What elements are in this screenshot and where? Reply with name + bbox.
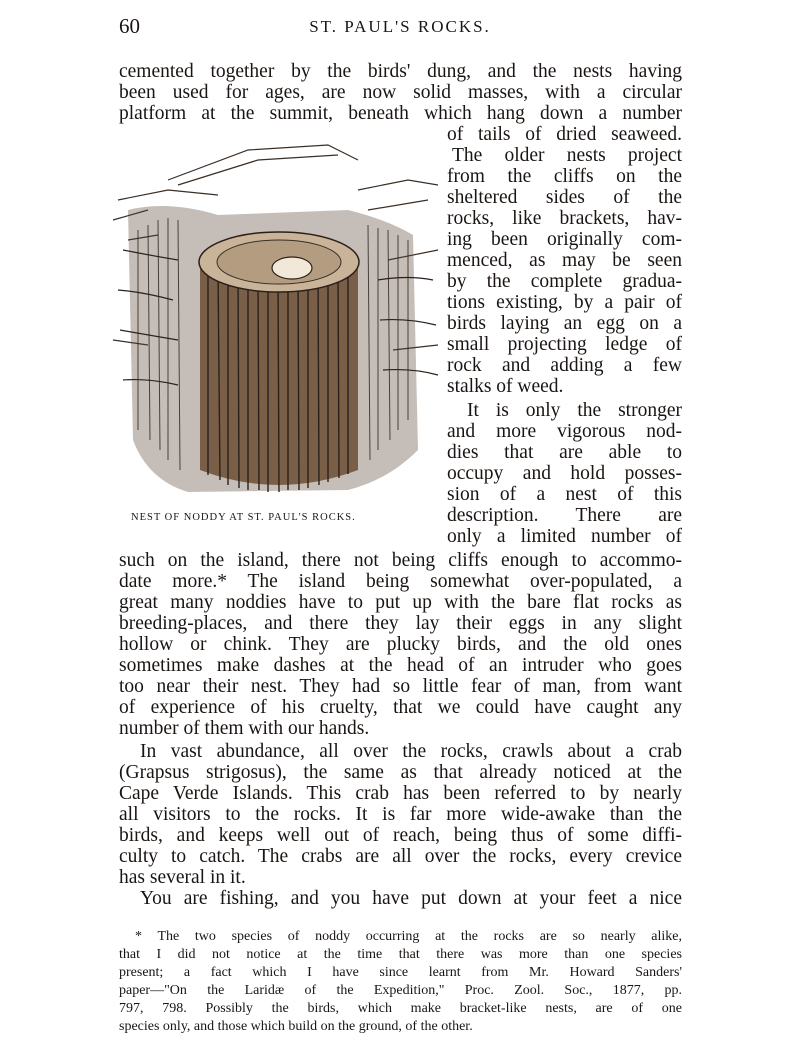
text-line: too near their nest. They had so little fear of man, from want (119, 676, 682, 697)
text-line: occupy and hold posses- (447, 463, 682, 484)
text-line: In vast abundance, all over the rocks, crawls about a crab (140, 741, 682, 762)
text-line: You are fishing, and you have put down at your feet a nice (140, 888, 682, 909)
text-line: sometimes make dashes at the head of an intruder who goes (119, 655, 682, 676)
page-header (0, 14, 800, 42)
text-line: small projecting ledge of (447, 334, 682, 355)
footnote-line: that I did not notice at the time that there was more than one species (119, 947, 682, 962)
text-line: all visitors to the rocks. It is far more wide-awake than the (119, 804, 682, 825)
text-line: of tails of dried seaweed. (447, 124, 682, 145)
footnote-line: paper—"On the Laridæ of the Expedition," Proc. Zool. Soc., 1877, pp. (119, 983, 682, 998)
footnote-line: present; a fact which I have since learnt from Mr. Howard Sanders' (119, 965, 682, 980)
footnote-line: * The two species of noddy occurring at the rocks are so nearly alike, (135, 929, 682, 944)
text-line: rocks, like brackets, hav- (447, 208, 682, 229)
text-line: only a limited number of (447, 526, 682, 547)
text-line: great many noddies have to put up with the bare flat rocks as (119, 592, 682, 613)
footnote-line: species only, and those which build on the ground, of the other. (119, 1019, 473, 1034)
text-line: Cape Verde Islands. This crab has been referred to by nearly (119, 783, 682, 804)
text-line: cemented together by the birds' dung, and the nests having (119, 61, 682, 82)
text-line: sion of a nest of this (447, 484, 682, 505)
text-line: description. There are (447, 505, 682, 526)
footnote-line: 797, 798. Possibly the birds, which make bracket-like nests, are of one (119, 1001, 682, 1016)
text-line: and more vigorous nod- (447, 421, 682, 442)
text-line: rock and adding a few (447, 355, 682, 376)
text-line: (Grapsus strigosus), the same as that already noticed at the (119, 762, 682, 783)
figure-caption: NEST OF NODDY AT ST. PAUL'S ROCKS. (131, 512, 356, 523)
text-line: stalks of weed. (447, 376, 564, 397)
text-line: has several in it. (119, 867, 246, 888)
text-line: ing been originally com- (447, 229, 682, 250)
text-line: hollow or chink. They are plucky birds, and the old ones (119, 634, 682, 655)
text-line: birds laying an egg on a (447, 313, 682, 334)
text-line: The older nests project (452, 145, 682, 166)
text-line: number of them with our hands. (119, 718, 370, 739)
text-line: of experience of his cruelty, that we could have caught any (119, 697, 682, 718)
text-line: sheltered sides of the (447, 187, 682, 208)
text-line: by the complete gradua- (447, 271, 682, 292)
text-line: breeding-places, and there they lay their eggs in any slight (119, 613, 682, 634)
running-title: ST. PAUL'S ROCKS. (309, 17, 491, 36)
text-line: date more.* The island being somewhat over-populated, a (119, 571, 682, 592)
text-line: dies that are able to (447, 442, 682, 463)
text-line: birds, and keeps well out of reach, being thus of some diffi- (119, 825, 682, 846)
text-line: been used for ages, are now solid masses, with a circular (119, 82, 682, 103)
text-line: It is only the stronger (467, 400, 682, 421)
text-line: platform at the summit, beneath which hang down a number (119, 103, 682, 124)
text-line: such on the island, there not being cliffs enough to accommo- (119, 550, 682, 571)
text-line: culty to catch. The crabs are all over the rocks, every crevice (119, 846, 682, 867)
text-line: from the cliffs on the (447, 166, 682, 187)
page-number: 60 (119, 14, 140, 38)
text-line: tions existing, by a pair of (447, 292, 682, 313)
nest-illustration (108, 140, 440, 506)
text-line: menced, as may be seen (447, 250, 682, 271)
